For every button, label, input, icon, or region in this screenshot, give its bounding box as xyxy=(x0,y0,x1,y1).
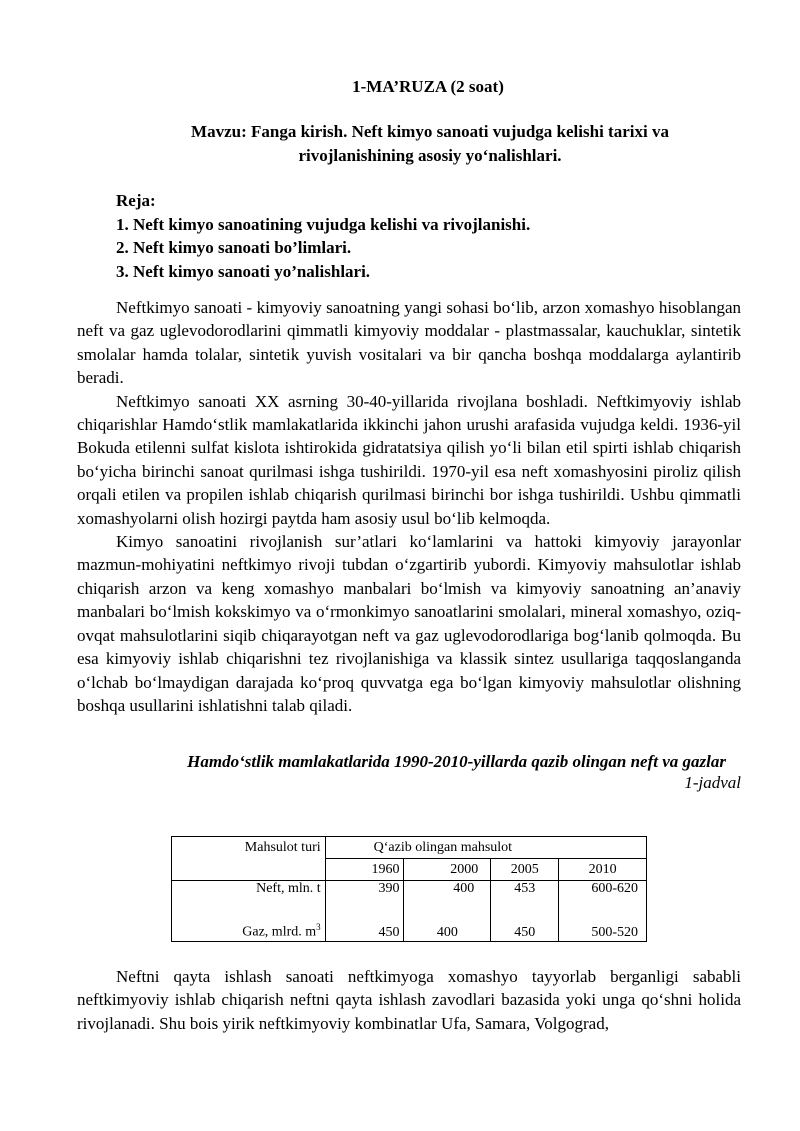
value-cell: 500-520 xyxy=(559,919,647,942)
table-caption: Hamdo‘stlik mamlakatlarida 1990-2010-yillarda qazib olingan neft va gazlar xyxy=(187,752,726,771)
plan-heading: Reja: xyxy=(116,191,156,210)
paragraph: Kimyo sanoatini rivojlanish sur’atlari ko‘lamlarini va hattoki kimyoviy jarayonlar mazmun-mohiyatini neftkimyo rivoji tubdan o‘zgartirib yubordi. Kimyoviy mahsulotlar ishlab chiqarish arzon va keng xomashyo manbalari bo‘lmish va kimyoviy sanoatning an’anaviy manbalari bo‘lmish kokskimyo va o‘rmonkimyo sanoatlarini smolalari, mineral xomashyo, oziq-ovqat mahsulotlarini siqib chiqarayotgan neft va gaz uglevodorodlariga bog‘lanib qolmoqda. Bu esa kimyoviy ishlab chiqarishni tez rivojlanishiga va klassik sintez usullariga taqqoslanganda o‘lchab bo‘lmaydigan darajada ko‘proq quvvatga ega bo‘lgan kimyoviy mahsulotlar olishning boshqa usullarini ishlatishni talab qiladi. xyxy=(77,532,741,715)
plan-item: 1. Neft kimyo sanoatining vujudga kelishi va rivojlanishi. xyxy=(116,214,531,234)
value-cell: 450 xyxy=(491,919,559,942)
header-empty-cell xyxy=(172,859,326,881)
value-cell: 450 xyxy=(325,919,404,942)
lecture-topic: Mavzu: Fanga kirish. Neft kimyo sanoati vujudga kelishi tarixi va rivojlanishining asosiy yo‘nalishlari. xyxy=(191,122,669,165)
table-header-row xyxy=(172,837,647,859)
production-table xyxy=(171,836,647,942)
year-cell: 1960 xyxy=(325,859,404,881)
lecture-plan xyxy=(116,189,530,283)
paragraph: Neftkimyo sanoati XX asrning 30-40-yillarida rivojlana boshladi. Neftkimyoviy ishlab chiqarishlar Hamdo‘stlik mamlakatlarida ikkinchi jahon urushi arafasida vujudga keldi. 1936-yil Bokuda etilenni sulfat kislota ishtirokida gidratatsiya qilish yo‘li bilan etil spirti ishlab chiqarish bo‘yicha birinchi sanoat qurilmasi ishga tushirildi. 1970-yil esa neft xomashyosini piroliz qilish orqali etilen va propilen ishlab chiqarish qurilmasi birinchi bor ishga tushirildi. Ushbu qimmatli xomashyolarni olish hozirgi paytda ham asosiy usul bo‘lib kelmoqda. xyxy=(77,391,741,528)
lecture-title: 1-MA’RUZA (2 soat) xyxy=(352,77,504,96)
value-cell: 400 xyxy=(404,919,491,942)
year-cell: 2005 xyxy=(491,859,559,881)
paragraph: Neftkimyo sanoati - kimyoviy sanoatning yangi sohasi bo‘lib, arzon xomashyo hisoblangan neft va gaz uglevodorodlarini qimmatli kimyoviy moddalar - plastmassalar, kauchuklar, sintetik smolalar hamda tolalar, sintetik yuvish vositalari va bir qancha boshqa moddalarga aylantirib beradi. xyxy=(77,298,741,388)
table-row xyxy=(172,881,647,920)
plan-item: 3. Neft kimyo sanoati yo’nalishlari. xyxy=(116,261,371,281)
row-label-text: Gaz, mlrd. m xyxy=(242,925,317,940)
year-cell: 2000 xyxy=(404,859,491,881)
year-cell: 2010 xyxy=(559,859,647,881)
unit-superscript: 3 xyxy=(316,922,321,933)
value-cell: 600-620 xyxy=(559,881,647,920)
paragraph: Neftni qayta ishlash sanoati neftkimyoga xomashyo tayyorlab berganligi sababli neftkimyoviy ishlab chiqarish neftni qayta ishlash zavodlari bazasida yoki unga qo‘shni holida rivojlanadi. Shu bois yirik neftkimyoviy kombinatlar Ufa, Samara, Volgograd, xyxy=(77,967,741,1033)
table-number: 1-jadval xyxy=(684,773,741,792)
header-extracted-product: Q‘azib olingan mahsulot xyxy=(325,837,646,859)
plan-item: 2. Neft kimyo sanoati bo’limlari. xyxy=(116,238,352,257)
table-row xyxy=(172,919,647,942)
value-cell: 453 xyxy=(491,881,559,920)
intro-text xyxy=(77,296,741,717)
table-years-row xyxy=(172,859,647,881)
header-product-type: Mahsulot turi xyxy=(172,837,326,859)
row-label: Neft, mln. t xyxy=(172,881,326,920)
row-label xyxy=(172,919,326,942)
closing-text xyxy=(77,965,741,1035)
value-cell: 400 xyxy=(404,881,491,920)
value-cell: 390 xyxy=(325,881,404,920)
